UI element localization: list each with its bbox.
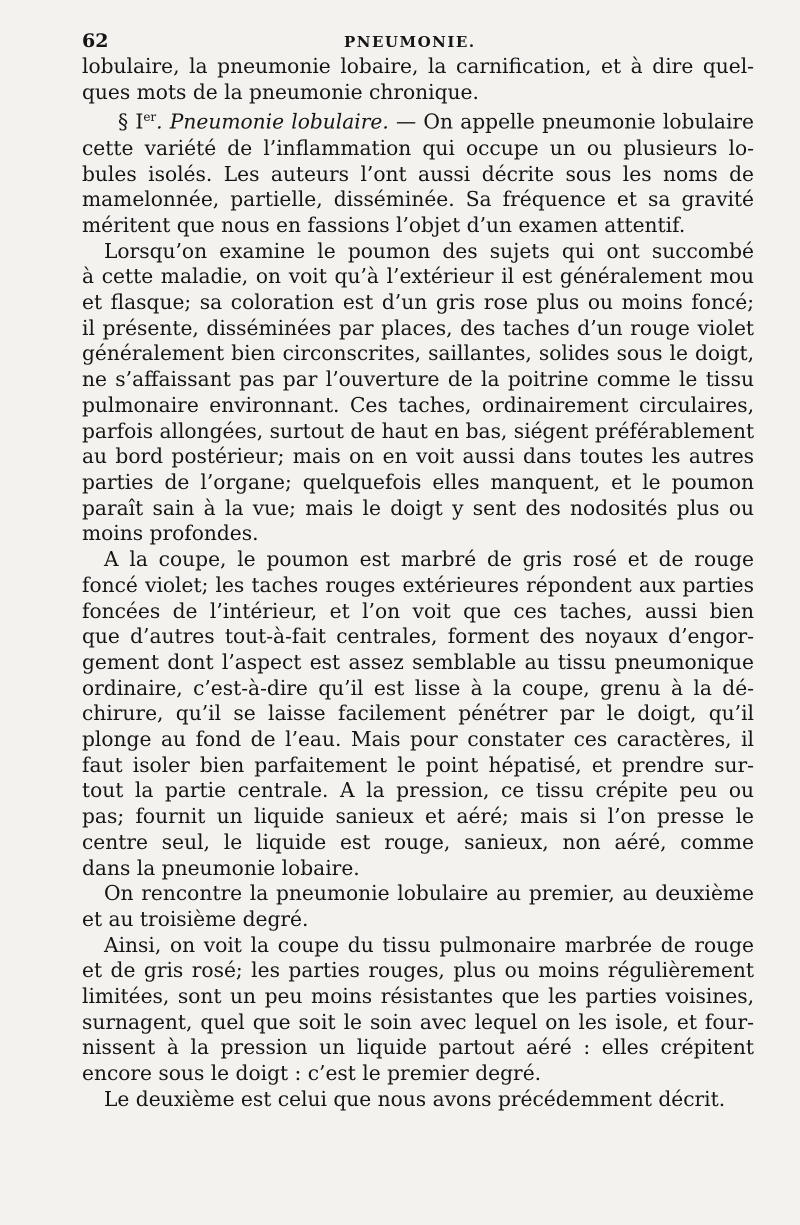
text-line: On rencontre la pneumonie lobulaire au premier, au deuxième bbox=[104, 881, 754, 906]
text-line: que d’autres tout-à-fait centrales, forment des noyaux d’engor- bbox=[82, 624, 754, 649]
text-line: Lorsqu’on examine le poumon des sujets qui ont succombé bbox=[104, 238, 754, 263]
text-line: méritent que nous en fassions l’objet d’un examen attentif. bbox=[82, 212, 686, 237]
text-line: A la coupe, le poumon est marbré de gris rosé et de rouge bbox=[104, 547, 754, 572]
text-line: ne s’affaissant pas par l’ouverture de la poitrine comme le tissu bbox=[82, 367, 754, 392]
text-line: et de gris rosé; les parties rouges, plus ou moins régulièrement bbox=[82, 958, 754, 983]
body-text bbox=[82, 54, 754, 1113]
text-line: moins profondes. bbox=[82, 521, 259, 546]
text-line: cette variété de l’inflammation qui occupe un ou plusieurs lo- bbox=[82, 135, 754, 160]
section-mark: § I bbox=[118, 110, 144, 135]
text-line: gement dont l’aspect est assez semblable au tissu pneumonique bbox=[82, 649, 754, 674]
text-line: dans la pneumonie lobaire. bbox=[82, 855, 360, 880]
page-number: 62 bbox=[82, 30, 109, 52]
text-line: bules isolés. Les auteurs l’ont aussi décrite sous les noms de bbox=[82, 161, 754, 186]
text-line: chirure, qu’il se laisse facilement pénétrer par le doigt, qu’il bbox=[82, 701, 754, 726]
text-line: mamelonnée, partielle, disséminée. Sa fréquence et sa gravité bbox=[82, 187, 754, 212]
text-line: parties de l’organe; quelquefois elles manquent, et le poumon bbox=[82, 469, 754, 494]
text-line: nissent à la pression un liquide partout aéré : elles crépitent bbox=[82, 1035, 754, 1060]
section-first-line-rest: — On appelle pneumonie lobulaire bbox=[388, 110, 754, 135]
page-header bbox=[82, 30, 754, 52]
text-line: généralement bien circonscrites, saillantes, solides sous le doigt, bbox=[82, 341, 754, 366]
text-line: foncé violet; les taches rouges extérieures répondent aux parties bbox=[82, 572, 754, 597]
text-line: paraît sain à la vue; mais le doigt y sent des nodosités plus ou bbox=[82, 495, 754, 520]
text-line: et flasque; sa coloration est d’un gris rose plus ou moins foncé; bbox=[82, 290, 754, 315]
text-line: faut isoler bien parfaitement le point hépatisé, et prendre sur- bbox=[82, 752, 754, 777]
text-line: Le deuxième est celui que nous avons précédemment décrit. bbox=[104, 1086, 726, 1111]
text-line: au bord postérieur; mais on en voit aussi dans toutes les autres bbox=[82, 444, 754, 469]
section-title: . Pneumonie lobulaire. bbox=[156, 110, 389, 135]
text-line: surnagent, quel que soit le soin avec lequel on les isole, et four- bbox=[82, 1009, 754, 1034]
text-line: encore sous le doigt : c’est le premier degré. bbox=[82, 1061, 542, 1086]
section-sup: er bbox=[143, 110, 157, 125]
text-line: il présente, disséminées par places, des taches d’un rouge violet bbox=[82, 315, 754, 340]
section-heading-line bbox=[82, 105, 754, 135]
text-line: plonge au fond de l’eau. Mais pour constater ces caractères, il bbox=[82, 727, 754, 752]
text-line: foncées de l’intérieur, et l’on voit que ces taches, aussi bien bbox=[82, 598, 754, 623]
text-line: limitées, sont un peu moins résistantes que les parties voisines, bbox=[82, 984, 754, 1009]
text-line: et au troisième degré. bbox=[82, 906, 309, 931]
text-line: Ainsi, on voit la coupe du tissu pulmonaire marbrée de rouge bbox=[104, 932, 754, 957]
text-line: pulmonaire environnant. Ces taches, ordinairement circulaires, bbox=[82, 392, 754, 417]
text-line: à cette maladie, on voit qu’à l’extérieur il est généralement mou bbox=[82, 264, 754, 289]
text-line: ordinaire, c’est-à-dire qu’il est lisse à la coupe, grenu à la dé- bbox=[82, 675, 754, 700]
text-line: centre seul, le liquide est rouge, sanieux, non aéré, comme bbox=[82, 829, 754, 854]
text-line: pas; fournit un liquide sanieux et aéré; mais si l’on presse le bbox=[82, 804, 754, 829]
text-line: ques mots de la pneumonie chronique. bbox=[82, 79, 479, 104]
text-line: parfois allongées, surtout de haut en bas, siégent préférablement bbox=[82, 418, 754, 443]
text-line: lobulaire, la pneumonie lobaire, la carnification, et à dire quel- bbox=[82, 54, 754, 78]
text-line: tout la partie centrale. A la pression, ce tissu crépite peu ou bbox=[82, 778, 754, 803]
running-head: PNEUMONIE. bbox=[344, 33, 476, 51]
